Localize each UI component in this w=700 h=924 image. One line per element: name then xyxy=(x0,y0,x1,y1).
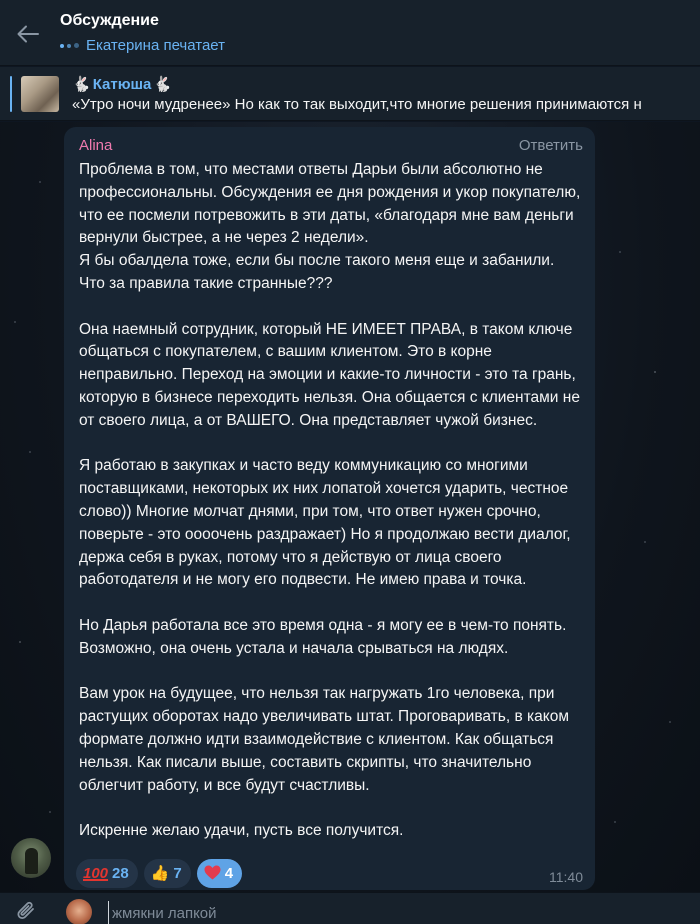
sender-avatar[interactable] xyxy=(11,838,51,878)
message-time: 11:40 xyxy=(549,869,583,885)
pinned-text: «Утро ночи мудренее» Но как то так выходит,что многие решения принимаются н xyxy=(72,96,642,113)
avatar-figure xyxy=(25,848,38,874)
message-header xyxy=(79,134,583,156)
arrow-left-icon xyxy=(17,25,39,43)
typing-status-text: Екатерина печатает xyxy=(86,37,226,54)
reaction-hundred[interactable] xyxy=(76,859,138,888)
message-input[interactable] xyxy=(108,901,668,924)
pinned-message-bar[interactable] xyxy=(0,67,700,121)
message-text: Проблема в том, что местами ответы Дарьи были абсолютно не профессиональны. Обсуждения ее дня рождения и укор покупателю, что ее посмели потревожить в эти даты, «благодаря мне вам деньги вернули быстрее, а не через 2 недели». Я бы обалдела тоже, если бы после такого меня еще и забанили. Что за правила такие странные??? Она наемный сотрудник, который НЕ ИМЕЕТ ПРАВА, в таком ключе общаться с покупателем, с вашим клиентом. Это в корне неправильно. Переход на эмоции и какие-то личности - это та грань, которую в бизнесе переходить нельзя. Она общается с клиентами не от своего лица, а от ВАШЕГО. Она представляет чужой бизнес. Я работаю в закупках и часто веду коммуникацию со многими поставщиками, некоторых их них лопатой хочется ударить, честное слово)) Многие молчат днями, при том, что ответ нужен срочно, поверьте - это ооoочень раздражает) Но я продолжаю вести диалог, держа себя в руках, потому что я действую от лица своего работодателя и не могу его подвести. Не имею права и точка. Но Дарья работала все это время одна - я могу ее в чем-то понять. Возможно, она очень устала и начала срываться на людях. Вам урок на будущее, что нельзя так нагружать 1го человека, при растущих оборотах надо увеличивать штат. Проговаривать, в каком формате должно идти взаимодействие с клиентом. Как общаться нельзя. Как писали выше, составить скрипты, что значительно облегчит работу, и все будут счастливы. Искренне желаю удачи, пусть все получится. xyxy=(79,161,581,840)
message-sender[interactable]: Alina xyxy=(79,136,113,154)
pinned-thumbnail xyxy=(21,76,59,112)
reaction-thumbs-up[interactable] xyxy=(144,859,191,888)
reply-button[interactable]: Ответить xyxy=(518,136,583,154)
pinned-author-name: Катюша xyxy=(92,75,152,93)
typing-dots-icon xyxy=(60,43,79,48)
attach-button[interactable] xyxy=(16,901,38,923)
rabbit-icon: 🐇 xyxy=(72,76,91,93)
back-button[interactable] xyxy=(14,20,42,48)
rabbit-icon: 🐇 xyxy=(153,76,173,93)
message-bubble[interactable] xyxy=(64,127,595,890)
message-composer xyxy=(0,892,700,924)
typing-status xyxy=(60,37,225,54)
reaction-count: 4 xyxy=(224,865,234,882)
hundred-points-icon: 100 xyxy=(83,865,109,882)
chat-area[interactable] xyxy=(0,122,700,892)
pinned-author xyxy=(72,75,172,93)
reaction-count: 7 xyxy=(173,865,182,882)
chat-title[interactable]: Обсуждение xyxy=(60,12,159,29)
heart-icon xyxy=(204,865,221,883)
reactions-row xyxy=(76,859,242,888)
paperclip-icon xyxy=(16,901,38,923)
pinned-accent-bar xyxy=(10,76,12,112)
chat-header xyxy=(0,0,700,66)
reaction-heart[interactable] xyxy=(197,859,242,888)
reaction-count: 28 xyxy=(112,865,129,882)
send-as-avatar[interactable] xyxy=(66,899,92,924)
thumbs-up-icon: 👍 xyxy=(150,865,170,882)
